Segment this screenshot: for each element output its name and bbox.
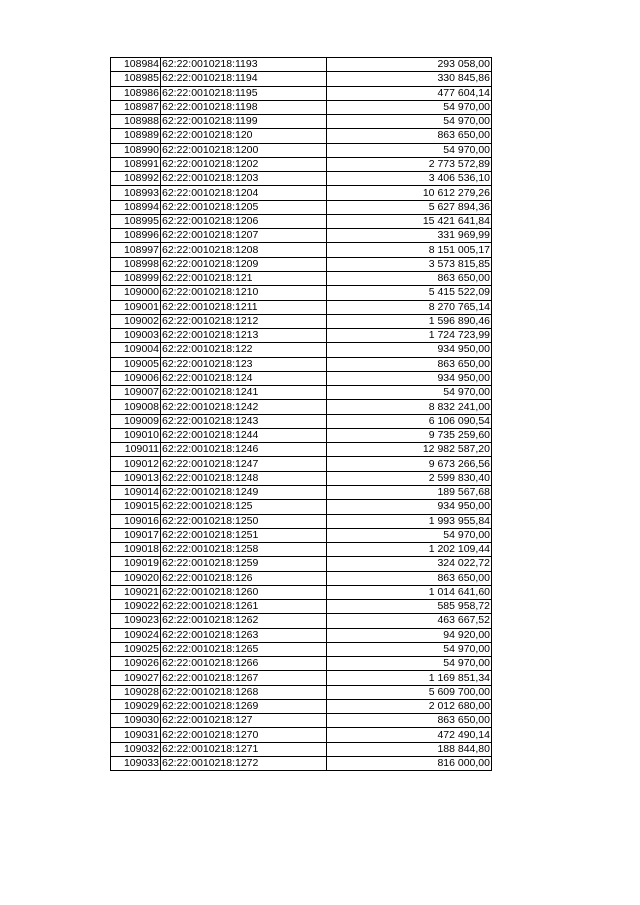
cadastral-value-cell: 934 950,00	[327, 371, 492, 385]
cadastral-number-cell: 62:22:0010218:126	[161, 571, 327, 585]
table-row	[111, 300, 492, 314]
cadastral-value-cell: 9 673 266,56	[327, 457, 492, 471]
row-id-cell: 109014	[111, 485, 161, 499]
row-id-cell: 109012	[111, 457, 161, 471]
cadastral-value-cell: 863 650,00	[327, 271, 492, 285]
cadastral-value-cell: 1 993 955,84	[327, 514, 492, 528]
row-id-cell: 109028	[111, 685, 161, 699]
row-id-cell: 109000	[111, 286, 161, 300]
row-id-cell: 109009	[111, 414, 161, 428]
row-id-cell: 109026	[111, 657, 161, 671]
table-row	[111, 229, 492, 243]
row-id-cell: 108999	[111, 271, 161, 285]
cadastral-value-cell: 8 832 241,00	[327, 400, 492, 414]
table-row	[111, 214, 492, 228]
table-row	[111, 571, 492, 585]
cadastral-number-cell: 62:22:0010218:120	[161, 129, 327, 143]
table-row	[111, 728, 492, 742]
cadastral-value-cell: 8 270 765,14	[327, 300, 492, 314]
row-id-cell: 109013	[111, 471, 161, 485]
cadastral-value-cell: 54 970,00	[327, 100, 492, 114]
table-row	[111, 471, 492, 485]
table-row	[111, 100, 492, 114]
row-id-cell: 109032	[111, 742, 161, 756]
table-row	[111, 271, 492, 285]
cadastral-value-cell: 324 022,72	[327, 557, 492, 571]
table-row	[111, 500, 492, 514]
cadastral-number-cell: 62:22:0010218:1262	[161, 614, 327, 628]
cadastral-number-cell: 62:22:0010218:1203	[161, 172, 327, 186]
cadastral-number-cell: 62:22:0010218:1212	[161, 314, 327, 328]
row-id-cell: 108996	[111, 229, 161, 243]
cadastral-number-cell: 62:22:0010218:1205	[161, 200, 327, 214]
row-id-cell: 108998	[111, 257, 161, 271]
cadastral-value-cell: 477 604,14	[327, 86, 492, 100]
cadastral-number-cell: 62:22:0010218:1210	[161, 286, 327, 300]
cadastral-value-cell: 463 667,52	[327, 614, 492, 628]
row-id-cell: 109027	[111, 671, 161, 685]
row-id-cell: 109025	[111, 642, 161, 656]
row-id-cell: 108987	[111, 100, 161, 114]
cadastral-value-cell: 934 950,00	[327, 500, 492, 514]
cadastral-value-cell: 9 735 259,60	[327, 428, 492, 442]
table-row	[111, 172, 492, 186]
table-row	[111, 314, 492, 328]
row-id-cell: 108989	[111, 129, 161, 143]
row-id-cell: 109022	[111, 600, 161, 614]
table-row	[111, 186, 492, 200]
row-id-cell: 109017	[111, 528, 161, 542]
table-row	[111, 657, 492, 671]
table-row	[111, 628, 492, 642]
cadastral-number-cell: 62:22:0010218:124	[161, 371, 327, 385]
cadastral-number-cell: 62:22:0010218:1209	[161, 257, 327, 271]
table-row	[111, 485, 492, 499]
cadastral-number-cell: 62:22:0010218:1198	[161, 100, 327, 114]
cadastral-value-cell: 585 958,72	[327, 600, 492, 614]
table-row	[111, 143, 492, 157]
row-id-cell: 109016	[111, 514, 161, 528]
table-row	[111, 699, 492, 713]
cadastral-value-cell: 189 567,68	[327, 485, 492, 499]
row-id-cell: 108992	[111, 172, 161, 186]
row-id-cell: 109030	[111, 714, 161, 728]
cadastral-number-cell: 62:22:0010218:1267	[161, 671, 327, 685]
row-id-cell: 109002	[111, 314, 161, 328]
cadastral-number-cell: 62:22:0010218:1213	[161, 329, 327, 343]
row-id-cell: 108993	[111, 186, 161, 200]
row-id-cell: 109031	[111, 728, 161, 742]
cadastral-value-cell: 2 012 680,00	[327, 699, 492, 713]
row-id-cell: 109015	[111, 500, 161, 514]
row-id-cell: 109006	[111, 371, 161, 385]
cadastral-number-cell: 62:22:0010218:122	[161, 343, 327, 357]
table-row	[111, 414, 492, 428]
row-id-cell: 108995	[111, 214, 161, 228]
row-id-cell: 108991	[111, 157, 161, 171]
cadastral-value-cell: 1 202 109,44	[327, 543, 492, 557]
row-id-cell: 108988	[111, 115, 161, 129]
table-row	[111, 72, 492, 86]
row-id-cell: 109024	[111, 628, 161, 642]
cadastral-number-cell: 62:22:0010218:1251	[161, 528, 327, 542]
table-row	[111, 357, 492, 371]
cadastral-value-cell: 1 169 851,34	[327, 671, 492, 685]
cadastral-number-cell: 62:22:0010218:1260	[161, 585, 327, 599]
cadastral-number-cell: 62:22:0010218:1243	[161, 414, 327, 428]
cadastral-number-cell: 62:22:0010218:1269	[161, 699, 327, 713]
cadastral-number-cell: 62:22:0010218:1272	[161, 757, 327, 771]
table-body	[111, 58, 492, 771]
cadastral-value-cell: 2 599 830,40	[327, 471, 492, 485]
cadastral-number-cell: 62:22:0010218:1241	[161, 386, 327, 400]
cadastral-number-cell: 62:22:0010218:121	[161, 271, 327, 285]
table-row	[111, 757, 492, 771]
table-row	[111, 585, 492, 599]
cadastral-value-cell: 863 650,00	[327, 714, 492, 728]
row-id-cell: 109010	[111, 428, 161, 442]
table-row	[111, 115, 492, 129]
cadastral-value-cell: 934 950,00	[327, 343, 492, 357]
cadastral-number-cell: 62:22:0010218:127	[161, 714, 327, 728]
cadastral-number-cell: 62:22:0010218:1258	[161, 543, 327, 557]
cadastral-number-cell: 62:22:0010218:1249	[161, 485, 327, 499]
cadastral-number-cell: 62:22:0010218:1244	[161, 428, 327, 442]
cadastral-number-cell: 62:22:0010218:1242	[161, 400, 327, 414]
cadastral-number-cell: 62:22:0010218:1261	[161, 600, 327, 614]
row-id-cell: 108986	[111, 86, 161, 100]
cadastral-value-cell: 3 406 536,10	[327, 172, 492, 186]
cadastral-number-cell: 62:22:0010218:1247	[161, 457, 327, 471]
cadastral-number-cell: 62:22:0010218:1246	[161, 443, 327, 457]
cadastral-value-cell: 472 490,14	[327, 728, 492, 742]
cadastral-number-cell: 62:22:0010218:1202	[161, 157, 327, 171]
cadastral-value-cell: 94 920,00	[327, 628, 492, 642]
cadastral-value-cell: 293 058,00	[327, 58, 492, 72]
cadastral-value-cell: 54 970,00	[327, 642, 492, 656]
cadastral-value-cell: 5 415 522,09	[327, 286, 492, 300]
cadastral-value-table	[110, 57, 492, 771]
cadastral-number-cell: 62:22:0010218:125	[161, 500, 327, 514]
row-id-cell: 109003	[111, 329, 161, 343]
cadastral-number-cell: 62:22:0010218:1195	[161, 86, 327, 100]
table-row	[111, 528, 492, 542]
cadastral-number-cell: 62:22:0010218:1193	[161, 58, 327, 72]
cadastral-value-cell: 54 970,00	[327, 386, 492, 400]
row-id-cell: 109007	[111, 386, 161, 400]
cadastral-value-cell: 5 627 894,36	[327, 200, 492, 214]
cadastral-number-cell: 62:22:0010218:1270	[161, 728, 327, 742]
row-id-cell: 109033	[111, 757, 161, 771]
row-id-cell: 109020	[111, 571, 161, 585]
cadastral-number-cell: 62:22:0010218:1263	[161, 628, 327, 642]
table-row	[111, 685, 492, 699]
row-id-cell: 108990	[111, 143, 161, 157]
cadastral-value-cell: 10 612 279,26	[327, 186, 492, 200]
cadastral-number-cell: 62:22:0010218:1266	[161, 657, 327, 671]
table-row	[111, 514, 492, 528]
cadastral-value-cell: 1 014 641,60	[327, 585, 492, 599]
table-row	[111, 58, 492, 72]
cadastral-number-cell: 62:22:0010218:1248	[161, 471, 327, 485]
table-row	[111, 443, 492, 457]
table-row	[111, 386, 492, 400]
table-row	[111, 742, 492, 756]
row-id-cell: 109004	[111, 343, 161, 357]
cadastral-value-cell: 12 982 587,20	[327, 443, 492, 457]
cadastral-number-cell: 62:22:0010218:1207	[161, 229, 327, 243]
row-id-cell: 109021	[111, 585, 161, 599]
cadastral-value-cell: 188 844,80	[327, 742, 492, 756]
cadastral-value-cell: 1 596 890,46	[327, 314, 492, 328]
cadastral-number-cell: 62:22:0010218:1200	[161, 143, 327, 157]
cadastral-value-cell: 5 609 700,00	[327, 685, 492, 699]
cadastral-value-cell: 863 650,00	[327, 129, 492, 143]
cadastral-number-cell: 62:22:0010218:1259	[161, 557, 327, 571]
cadastral-value-cell: 54 970,00	[327, 657, 492, 671]
cadastral-value-cell: 1 724 723,99	[327, 329, 492, 343]
table-row	[111, 543, 492, 557]
row-id-cell: 108994	[111, 200, 161, 214]
table-row	[111, 557, 492, 571]
cadastral-number-cell: 62:22:0010218:1265	[161, 642, 327, 656]
table-row	[111, 400, 492, 414]
table-row	[111, 642, 492, 656]
row-id-cell: 108985	[111, 72, 161, 86]
row-id-cell: 108997	[111, 243, 161, 257]
cadastral-value-cell: 330 845,86	[327, 72, 492, 86]
cadastral-value-cell: 331 969,99	[327, 229, 492, 243]
table-row	[111, 457, 492, 471]
row-id-cell: 109011	[111, 443, 161, 457]
cadastral-value-cell: 6 106 090,54	[327, 414, 492, 428]
cadastral-number-cell: 62:22:0010218:1268	[161, 685, 327, 699]
row-id-cell: 109023	[111, 614, 161, 628]
row-id-cell: 108984	[111, 58, 161, 72]
table-row	[111, 428, 492, 442]
cadastral-value-cell: 863 650,00	[327, 357, 492, 371]
table-row	[111, 286, 492, 300]
table-row	[111, 600, 492, 614]
table-row	[111, 200, 492, 214]
cadastral-value-cell: 54 970,00	[327, 115, 492, 129]
cadastral-value-cell: 54 970,00	[327, 528, 492, 542]
cadastral-value-cell: 816 000,00	[327, 757, 492, 771]
row-id-cell: 109001	[111, 300, 161, 314]
cadastral-number-cell: 62:22:0010218:1199	[161, 115, 327, 129]
row-id-cell: 109029	[111, 699, 161, 713]
row-id-cell: 109018	[111, 543, 161, 557]
table-row	[111, 243, 492, 257]
cadastral-value-cell: 15 421 641,84	[327, 214, 492, 228]
cadastral-number-cell: 62:22:0010218:1194	[161, 72, 327, 86]
cadastral-number-cell: 62:22:0010218:1204	[161, 186, 327, 200]
table-row	[111, 86, 492, 100]
cadastral-number-cell: 62:22:0010218:1208	[161, 243, 327, 257]
table-row	[111, 343, 492, 357]
table-row	[111, 371, 492, 385]
cadastral-value-cell: 2 773 572,89	[327, 157, 492, 171]
table-row	[111, 671, 492, 685]
cadastral-value-cell: 8 151 005,17	[327, 243, 492, 257]
table-row	[111, 614, 492, 628]
cadastral-number-cell: 62:22:0010218:1211	[161, 300, 327, 314]
row-id-cell: 109005	[111, 357, 161, 371]
table-row	[111, 714, 492, 728]
table-row	[111, 329, 492, 343]
table-row	[111, 257, 492, 271]
cadastral-value-cell: 863 650,00	[327, 571, 492, 585]
table-row	[111, 129, 492, 143]
cadastral-value-cell: 3 573 815,85	[327, 257, 492, 271]
cadastral-number-cell: 62:22:0010218:1250	[161, 514, 327, 528]
cadastral-number-cell: 62:22:0010218:1206	[161, 214, 327, 228]
cadastral-value-cell: 54 970,00	[327, 143, 492, 157]
cadastral-number-cell: 62:22:0010218:123	[161, 357, 327, 371]
row-id-cell: 109008	[111, 400, 161, 414]
row-id-cell: 109019	[111, 557, 161, 571]
table-row	[111, 157, 492, 171]
cadastral-number-cell: 62:22:0010218:1271	[161, 742, 327, 756]
